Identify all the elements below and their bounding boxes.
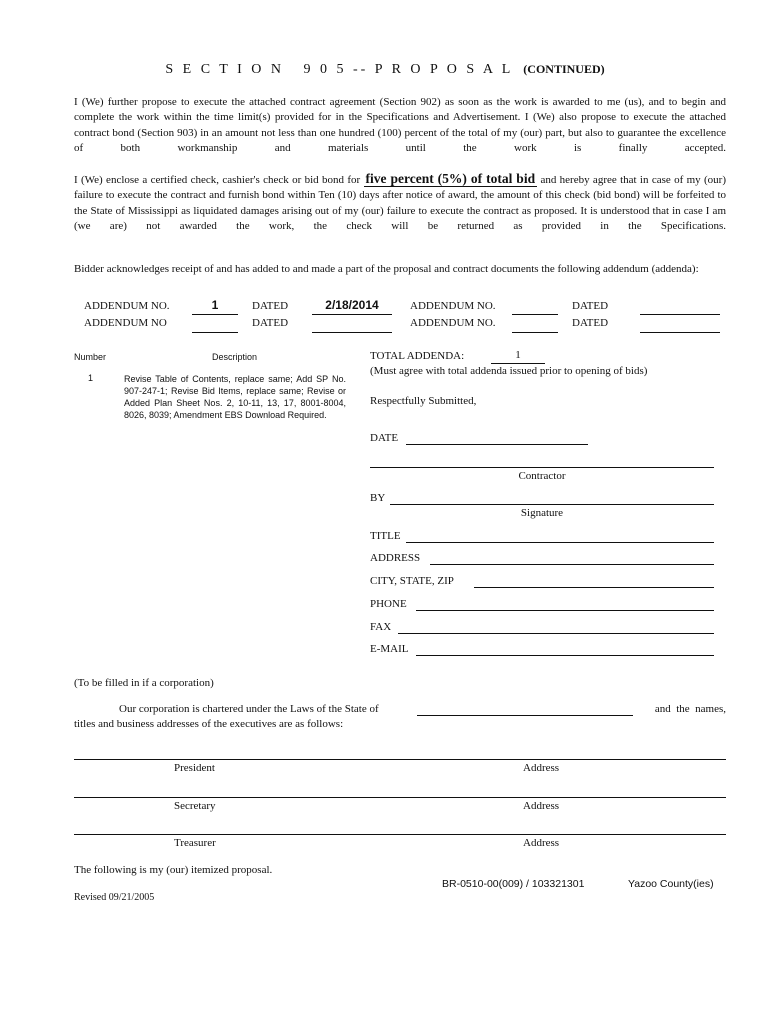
addendum-label-3: ADDENDUM NO. [410, 300, 496, 312]
bid-amount-field[interactable]: five percent (5%) of total bid [365, 171, 536, 186]
signature-field[interactable] [390, 504, 714, 505]
dated-2-field[interactable] [312, 316, 392, 333]
dated-label-4: DATED [572, 317, 609, 329]
total-addenda-field[interactable]: 1 [491, 349, 545, 364]
dated-label-3: DATED [572, 300, 609, 312]
title-field[interactable] [406, 542, 714, 543]
city-state-zip-field[interactable] [474, 587, 714, 588]
state-of-charter-field[interactable] [417, 715, 633, 716]
revised-date: Revised 09/21/2005 [74, 892, 155, 903]
chartered-text-line2: titles and business addresses of the executives are as follows: [74, 718, 344, 730]
email-label: E-MAIL [370, 643, 409, 655]
chartered-text-before: Our corporation is chartered under the Laws of the State of [119, 703, 379, 715]
section-title: S E C T I O N 9 0 5 -- P R O P O S A L [165, 62, 513, 77]
paragraph-execute-contract: I (We) further propose to execute the attached contract agreement (Section 902) as soon as the work is awarded to me (us), and to begin and complete the work within the time limit(s) provided for in the Specifications and Advertisement. I (We) also propose to execute the attached contract bond (Section 903) in an amount not less than one hundred (100) percent of the total of my (our) part, but also to guarantee the excellence of both workmanship and materials until the work is finally accepted. [74, 96, 726, 154]
addendum-label-4: ADDENDUM NO. [410, 317, 496, 329]
addendum-no-1-field[interactable]: 1 [192, 298, 238, 315]
bid-bond-text-before: I (We) enclose a certified check, cashier's check or bid bond for [74, 174, 361, 186]
total-addenda-label: TOTAL ADDENDA: [370, 350, 465, 362]
dated-3-field[interactable] [640, 298, 720, 315]
total-addenda-note: (Must agree with total addenda issued prior to opening of bids) [370, 365, 648, 377]
fax-field[interactable] [398, 633, 714, 634]
address-label: ADDRESS [370, 552, 421, 564]
itemized-proposal-text: The following is my (our) itemized proposal. [74, 864, 273, 876]
president-label: President [174, 762, 215, 774]
secretary-field[interactable] [74, 797, 726, 798]
dated-4-field[interactable] [640, 316, 720, 333]
chartered-text-after: and the names, [654, 703, 726, 715]
email-field[interactable] [416, 655, 714, 656]
secretary-address-label: Address [523, 800, 560, 812]
paragraph-bid-bond [74, 171, 726, 249]
treasurer-address-label: Address [523, 837, 560, 849]
page-title [0, 62, 770, 78]
fax-label: FAX [370, 621, 392, 633]
dated-1-field[interactable]: 2/18/2014 [312, 298, 392, 315]
addendum-label-1: ADDENDUM NO. [84, 300, 170, 312]
treasurer-label: Treasurer [174, 837, 216, 849]
address-field[interactable] [430, 564, 714, 565]
phone-field[interactable] [416, 610, 714, 611]
president-field[interactable] [74, 759, 726, 760]
by-label: BY [370, 492, 386, 504]
dated-label-1: DATED [252, 300, 289, 312]
title-label: TITLE [370, 530, 401, 542]
city-state-zip-label: CITY, STATE, ZIP [370, 575, 454, 587]
table-header-description: Description [212, 352, 258, 362]
date-label: DATE [370, 432, 399, 444]
contractor-field[interactable] [370, 467, 714, 468]
addendum-no-2-field[interactable] [192, 316, 238, 333]
signature-label: Signature [520, 507, 564, 519]
dated-label-2: DATED [252, 317, 289, 329]
phone-label: PHONE [370, 598, 407, 610]
county-name: Yazoo County(ies) [628, 878, 714, 890]
secretary-label: Secretary [174, 800, 216, 812]
president-address-label: Address [523, 762, 560, 774]
bid-bond-text-after: and hereby agree that in case of my (our) failure to execute the contract and furnish bond within Ten (10) days after notice of award, the amount of this check (bid bond) will be forfeited to the State of Mississippi as liquidated damages arising out of my (our) failure to execute the contract as proposed. It is understood that in case I am (we are) not awarded the work, the check will be returned as provided in the Specifications. [74, 174, 726, 232]
paragraph-addenda: Bidder acknowledges receipt of and has added to and made a part of the proposal and contract documents the following addendum (addenda): [74, 263, 699, 275]
table-header-number: Number [74, 352, 107, 362]
project-number: BR-0510-00(009) / 103321301 [442, 878, 585, 890]
addendum-no-4-field[interactable] [512, 316, 558, 333]
respectfully-submitted: Respectfully Submitted, [370, 395, 477, 407]
table-row-number: 1 [88, 373, 94, 383]
addendum-no-3-field[interactable] [512, 298, 558, 315]
contractor-label: Contractor [518, 470, 566, 482]
section-continued: (CONTINUED) [523, 62, 605, 76]
treasurer-field[interactable] [74, 834, 726, 835]
date-field[interactable] [406, 444, 588, 445]
addendum-label-2: ADDENDUM NO [84, 317, 167, 329]
table-row-description: Revise Table of Contents, replace same; Add SP No. 907-247-1; Revise Bid Items, replace same; Revise or Added Plan Sheet Nos. 2, 10-11, 13, 17, 8001-8004, 8026, 8039; Amendment EBS Download Required. [124, 374, 346, 420]
corporation-heading: (To be filled in if a corporation) [74, 677, 214, 689]
